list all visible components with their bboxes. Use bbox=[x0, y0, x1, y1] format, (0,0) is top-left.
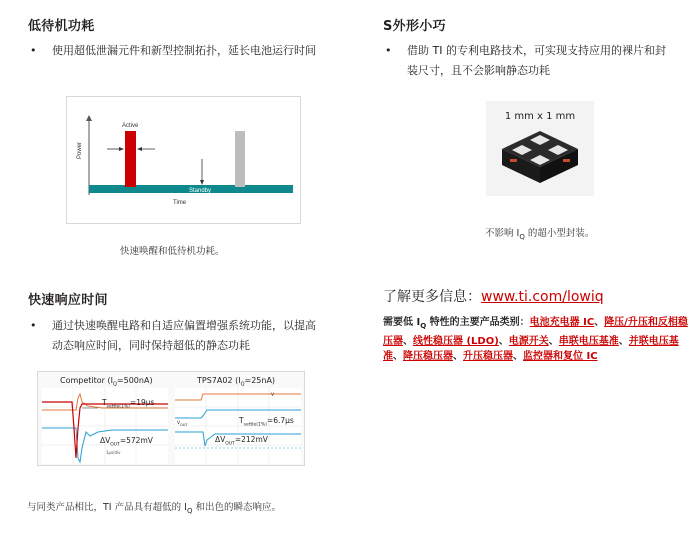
section-size-caption: 不影响 $I_Q$ 的超小型封装。 bbox=[485, 228, 595, 241]
product-category-link[interactable]: 电源开关 bbox=[508, 336, 549, 347]
section-response-caption: 与同类产品相比，TI 产品具有超低的 $I_Q$ 和出色的瞬态响应。 bbox=[27, 502, 281, 515]
product-category-link[interactable]: 降压稳压器 bbox=[403, 351, 453, 362]
chart-x-label: Time bbox=[173, 200, 187, 206]
link-separator: 、 bbox=[498, 336, 509, 347]
active-label: Active bbox=[122, 123, 139, 129]
active-bar bbox=[125, 131, 136, 187]
scope-right-title: TPS7A02 $(I_Q=25nA)$ bbox=[197, 376, 276, 388]
section-standby-bullet: • 使用超低泄漏元件和新型控制拓扑，延长电池运行时间 bbox=[30, 44, 316, 57]
section-standby-caption: 快速唤醒和低待机功耗。 bbox=[120, 246, 225, 257]
section-standby-title: 低待机功耗 bbox=[28, 19, 95, 34]
product-category-link[interactable]: 降压/升压和反相稳压器 bbox=[383, 317, 688, 347]
section-size-title: S外形小巧 bbox=[383, 19, 446, 34]
product-category-link[interactable]: 线性稳压器 (LDO) bbox=[413, 336, 499, 347]
more-info-body: 需要低 $I_Q$ 特性的主要产品类别：电池充电器 IC、降压/升压和反相稳压器、线性稳压器 (LDO)、电源开关、串联电压基准、并联电压基准、降压稳压器、升压稳压器、监控器和复位 IC bbox=[383, 317, 688, 362]
link-separator: 、 bbox=[618, 336, 629, 347]
link-separator: 、 bbox=[594, 317, 605, 328]
standby-label: Standby bbox=[189, 188, 212, 194]
package-chip-icon bbox=[486, 101, 594, 196]
section-size-bullet: • 借助 TI 的专利电路技术，可实现支持应用的裸片和封装尺寸，且不会影响静态功耗 bbox=[385, 44, 666, 77]
package-label: 1 mm x 1 mm bbox=[504, 111, 576, 122]
chart-y-label: Power bbox=[77, 141, 83, 159]
section-response-bullet: • 通过快速唤醒电路和自适应偏置增强系统功能，以提高 动态响应时间，同时保持超低的静态功耗 bbox=[30, 319, 316, 352]
scope-left-dv: $\Delta V_{OUT}=572mV$ bbox=[100, 436, 153, 448]
chart-y-arrow bbox=[86, 115, 92, 121]
arrow-left-head bbox=[119, 147, 124, 151]
product-category-link[interactable]: 并联电压基准 bbox=[383, 336, 679, 362]
scope-right-vout: $V_{OUT}$ bbox=[177, 421, 188, 427]
product-category-link[interactable]: 升压稳压器 bbox=[463, 351, 513, 362]
standby-pointer-head bbox=[200, 180, 204, 185]
link-separator: 、 bbox=[393, 351, 403, 362]
product-category-link[interactable]: 监控器和复位 IC bbox=[523, 351, 598, 362]
arrow-right-head bbox=[137, 147, 142, 151]
package-image bbox=[486, 101, 594, 196]
scope-left bbox=[42, 376, 168, 462]
more-info-title: 了解更多信息：www.ti.com/lowiq bbox=[383, 289, 604, 305]
link-separator: 、 bbox=[548, 336, 559, 347]
more-info-url-link[interactable]: www.ti.com/lowiq bbox=[481, 289, 604, 305]
product-category-link[interactable]: 串联电压基准 bbox=[558, 336, 619, 347]
link-separator: 、 bbox=[513, 351, 523, 362]
link-separator: 、 bbox=[453, 351, 463, 362]
standby-chart-svg bbox=[67, 97, 300, 223]
scope-left-tsettle: $T_{settle(1\%)}=19\mu s$ bbox=[102, 398, 155, 410]
scope-left-note: 1μs/div bbox=[106, 450, 121, 455]
scope-right-tsettle: $T_{settle(1\%)}=6.7\mu s$ bbox=[239, 416, 294, 428]
link-separator: 、 bbox=[403, 336, 413, 347]
standby-chart bbox=[66, 96, 301, 224]
gray-bar bbox=[235, 131, 245, 187]
scope-left-title: Competitor $(I_Q=500nA)$ bbox=[60, 376, 153, 388]
product-category-link[interactable]: 电池充电器 IC bbox=[529, 317, 595, 328]
scope-right bbox=[175, 376, 301, 462]
response-scope-image bbox=[37, 371, 305, 466]
scope-right-vin: V bbox=[271, 393, 275, 398]
section-response-title: 快速响应时间 bbox=[28, 293, 108, 308]
scope-right-dv: $\Delta V_{OUT}=212mV$ bbox=[215, 435, 268, 447]
